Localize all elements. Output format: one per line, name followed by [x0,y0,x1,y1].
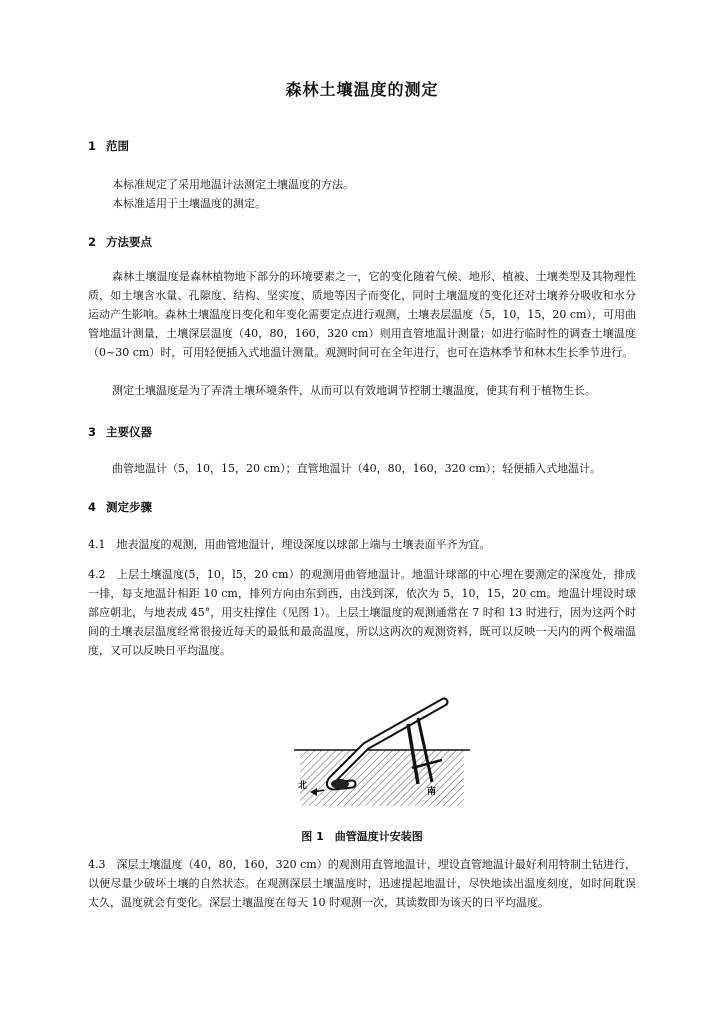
section-title: 主要仪器 [106,425,152,439]
section-number: 2 [88,235,97,249]
south-label: 南 [427,787,437,797]
method-paragraph-1: 森林土壤温度是森林植物地下部分的环境要素之一，它的变化随着气候、地形、植被、土壤类型及其物理性质，如土壤含水量、孔隙度、结构、坚实度、质地等因子而变化，同时土壤温度的变化还对土壤养分吸收和水分运动产生影响。森林土壤温度日变化和年变化需要定点进行观测，土壤表层温度（5，10，15，20 cm），可用曲管地温计测量，土壤深层温度（40，80，160，320 cm）则用直管地温计测量；如进行临时性的调查土壤温度（0~30 cm）时，可用轻便插入式地温计测量。观测时间可在全年进行，也可在造林季节和林木生长季节进行。 [88,270,636,359]
section-number: 4 [88,500,97,514]
curved-thermometer-figure [292,688,472,818]
thermometer-bulb [331,779,349,789]
north-label: 北 [298,781,308,791]
soil-hatching [300,750,464,806]
method-paragraph-2: 测定土壤温度是为了弄清土壤环境条件，从而可以有效地调节控制土壤温度，使其有利于植物生长。 [112,384,596,397]
figure-caption: 图 1 曲管温度计安装图 [301,830,423,843]
section-title: 范围 [106,139,129,153]
section-title: 方法要点 [106,235,152,249]
document-title: 森林土壤温度的测定 [285,80,439,99]
section-number: 1 [88,139,97,153]
section-heading-1 [88,138,129,154]
section-heading-4 [88,499,152,515]
scope-paragraph-1: 本标准规定了采用地温计法测定土壤温度的方法。 [112,178,354,191]
section-heading-2 [88,234,152,250]
instruments-paragraph: 曲管地温计（5，10，15，20 cm）；直管地温计（40，80，160，320 cm）；轻便插入式地温计。 [112,462,602,475]
step-4-2-paragraph: 4.2 上层土壤温度(5，10，l5，20 cm）的观测用曲管地温计。地温计球部的中心埋在要测定的深度处，排成一排，每支地温计相距 10 cm，排列方向由东到西，由浅到深，依次为 5，10，15，20 cm。地温计埋设时球部应朝北，与地表成 45°，用支柱撑住（见图 1）。上层土壤温度的观测通常在 7 时和 13 时进行，因为这两个时间的土壤表层温度经常很接近每天的最低和最高温度，所以这两次的观测资料，既可以反映一天内的两个极端温度，又可以反映日平均温度。 [88,568,636,657]
section-heading-3 [88,424,152,440]
step-4-3-paragraph: 4.3 深层土壤温度（40，80，160，320 cm）的观测用直管地温计，埋设直管地温计最好利用特制土钻进行，以便尽量少破坏土壤的自然状态。在观测深层土壤温度时，迅速提起地温计，尽快地读出温度刻度，如时间耽误太久，温度就会有变化。深层土壤温度在每天 10 时观测一次，其读数即为该天的日平均温度。 [88,858,636,909]
section-number: 3 [88,425,97,439]
scope-paragraph-2: 本标准适用于土壤温度的测定。 [112,197,266,210]
section-title: 测定步骤 [106,500,152,514]
step-4-1-paragraph: 4.1 地表温度的观测，用曲管地温计，埋设深度以球部上端与土壤表面平齐为宜。 [88,538,491,551]
